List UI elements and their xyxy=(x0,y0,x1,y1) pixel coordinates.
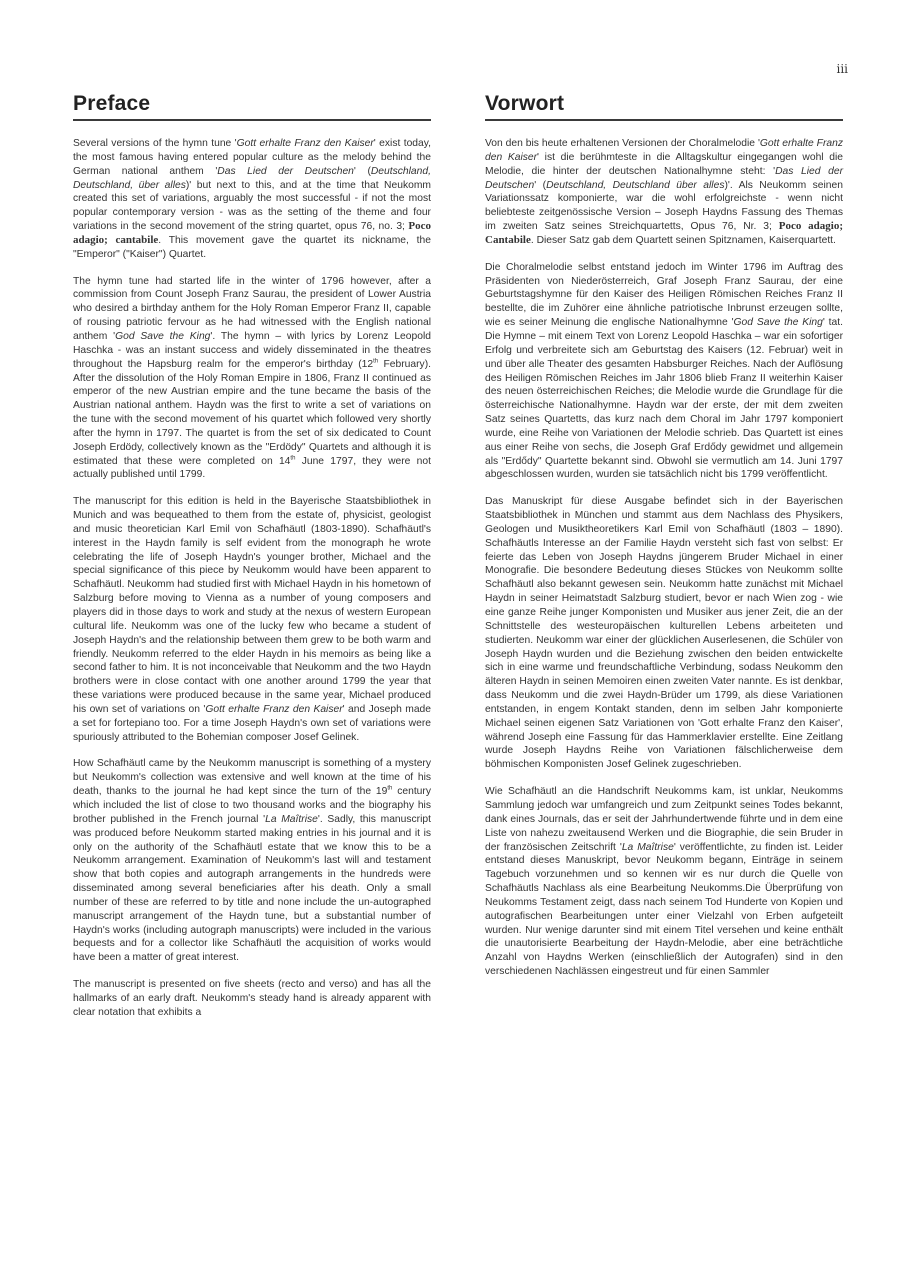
vorwort-paragraph-1: Von den bis heute erhaltenen Versionen der Choralmelodie 'Gott erhalte Franz den Kaiser' ist die berühmteste in die Alltagskultur eingegangen wohl die Melodie, die hinter der deutschen Nationalhymne steht: 'Das Lied der Deutschen' (Deutschland, Deutschland über alles)'. Als Neukomm seinen Variationssatz komponierte, war die wohl erfolgreichste - wenn nicht beliebteste zeitgenössische Version – Joseph Haydns Fassung des Themas im zweiten Satz seines Streichquartetts, Opus 76, Nr. 3; Poco adagio; Cantabile. Dieser Satz gab dem Quartett seinen Spitznamen, Kaiserquartett. xyxy=(485,138,844,246)
preface-title: Preface xyxy=(73,92,431,121)
preface-column xyxy=(73,92,431,1020)
preface-paragraph-5: The manuscript is presented on five sheets (recto and verso) and has all the hallmarks of an early draft. Neukomm's steady hand is already apparent with clear notation that exhibits a xyxy=(73,979,431,1018)
vorwort-paragraph-3: Das Manuskript für diese Ausgabe befindet sich in der Bayerischen Staatsbibliothek in München und stammt aus dem Nachlass des Physikers, Geologen und Musiktheoretikers Karl Emil von Schafhäutl (1803 – 1890). Schafhäutls Interesse an der Familie Haydn versteht sich fast von selbst: Er feierte das Leben von Joseph Haydns jüngerem Bruder Michael in einer Monografie. Die besondere Bedeutung dieses Stückes von Neukomm sollte Schafhäutl also bekannt gewesen sein. Neukomm hatte zunächst mit Michael Haydn in seiner Heimatstadt Salzburg studiert, bevor er nach Wien zog - wie eine ganze Reihe junger Komponisten und Musiker aus jener Zeit, die an der Schnittstelle des westeuropäischen kulturellen Lebens arbeiteten und studierten. Neukomm war einer der glücklichen Auserlesenen, die Schüler von Joseph Haydn wurden und die Beziehung zwischen den beiden entwickelte sich in eine warme und freundschaftliche Verbindung, sodass Neukomm den älteren Haydn in seinen Memoiren einen zweiten Vater nannte. Es ist denkbar, dass Neukomm und die zwei Haydn-Brüder um 1799, als diese Variationen entstanden, in engem Kontakt standen, denn im selben Jahr komponierte Michael seinen eigenen Satz Variationen von 'Gott erhalte Franz den Kaiser', während Joseph eine Fassung für das Hammerklavier erstellte. Eine Zeitlang wurde Joseph Haydns Reihe von Variationen fälschlicherweise dem böhmischen Komponisten Josef Gelinek zugeschrieben. xyxy=(485,496,843,771)
vorwort-body xyxy=(485,137,843,979)
vorwort-paragraph-4: Wie Schafhäutl an die Handschrift Neukomms kam, ist unklar, Neukomms Sammlung jedoch war umfangreich und zum Zeitpunkt seines Todes bekannt, dank eines Journals, das er seit der Jahrhundertwende führte und in dem eine Liste von nahezu zweitausend Werken und die Biographie, die sein Bruder in der französischen Zeitschrift 'La Maîtrise' veröffentlichte, zu finden ist. Leider entstand dieses Manuskript, bevor Neukomm begann, Einträge in seinem Tagebuch vorzunehmen und so kennen wir es nur durch die Quelle von Schafhäutls Nachlass als eine Bearbeitung Neukomms.Die Überprüfung von Neukomms Testament zeigt, dass nach seinem Tod Hunderte von Kopien und autografischen Bearbeitungen unter einer Vielzahl von Erben aufgeteilt wurden. Nur wenige darunter sind mit einem Titel versehen und keine enthält die unautorisierte Bearbeitung der Haydn-Melodie, aber eine beträchtliche Anzahl von Haydns Werken (einschließlich der Autografen) sind in den verschiedenen Nachlässen eingestreut und für einen Sammler xyxy=(485,786,843,978)
vorwort-title: Vorwort xyxy=(485,92,843,121)
vorwort-column xyxy=(485,92,843,979)
vorwort-paragraph-2: Die Choralmelodie selbst entstand jedoch im Winter 1796 im Auftrag des Präsidenten von Niederösterreich, Graf Joseph Franz Saurau, der eine Geburtstagshymne für den Kaiser des Heiligen Römischen Reiches Franz II bestellte, die im Zuhörer eine ähnliche patriotische Inbrunst erzeugen sollte, wie es seiner Meinung die englische Nationalhymne 'God Save the King' tat. Die Hymne – mit einem Text von Lorenz Leopold Haschka – war ein sofortiger Erfolg und verbreitete sich am Geburtstag des Kaisers (12. Februar) weit in und über alle Theater des gesamten Habsburger Reiches. Nach der Auflösung des Heiligen Römischen Reiches im Jahr 1806 blieb Franz II weiterhin Kaiser des neuen österreichischen Reiches; die Melodie wurde die Grundlage für die österreichische Nationalhymne. Haydn war der erste, der mit dem zweiten Satz seines Quartetts, das kurz nach dem Choral im Jahr 1797 komponiert wurde, eine Reihe von Variationen der Melodie schrieb. Das Quartett ist eines aus einer Reihe von sechs, die Joseph Graf Erdődy gewidmet und allgemein als "Erdődy" Quartette bekannt sind. Obwohl sie vermutlich am 14. Juni 1797 abgeschlossen wurden, wurden sie tatsächlich nicht bis 1799 veröffentlicht. xyxy=(485,261,843,481)
preface-paragraph-3: The manuscript for this edition is held in the Bayerische Staatsbibliothek in Munich and was bequeathed to them from the estate of, physicist, geologist and music theoretician Karl Emil von Schafhäutl (1803-1890). Schafhäutl's interest in the Haydn family is self evident from the monograph he wrote celebrating the life of Joseph Haydn's younger brother, Michael and the special significance of this piece by Neukomm would have been apparent to Schafhäutl. Neukomm had studied first with Michael Haydn in his hometown of Salzburg before moving to Vienna as a number of young composers and players did in those days to work and study at the nexus of western European cultural life. Neukomm was one of the lucky few who became a student of Joseph Haydn's and the relationship between them grew to be both warm and friendly. Neukomm referred to the elder Haydn in his memoirs as being like a second father to him. It is not inconceivable that Neukomm and the two Haydn brothers were in close contact with one another around 1799 the year that these variations were produced because in the same year, Michael produced his own set of variations on 'Gott erhalte Franz den Kaiser' and Joseph made a set for fortepiano too. For a time Joseph Haydn's own set of variations were spuriously attributed to the Bohemian composer Josef Gelinek. xyxy=(73,496,432,743)
preface-body xyxy=(73,137,431,1020)
preface-paragraph-2: The hymn tune had started life in the winter of 1796 however, after a commission from Count Joseph Franz Saurau, the president of Lower Austria who desired a birthday anthem for the Holy Roman Emperor Franz II, capable of rousing patriotic fervour as he had witnessed with the English national anthem 'God Save the King'. The hymn – with lyrics by Lorenz Leopold Haschka - was an instant success and widely disseminated in the theatres throughout the Hapsburg realm for the emperor's birthday (12th February). After the dissolution of the Holy Roman Empire in 1806, Franz II continued as emperor of the new Austrian empire and the tune became the basis of the Austrian national anthem. Haydn was the first to write a set of variations on the tune with the second movement of his quartet which followed very shortly after the hymn in 1797. The quartet is from the set of six dedicated to Count Joseph Erdödy, collectively known as the "Erdödy" Quartets and although it is estimated that these were completed on 14th June 1797, they were not actually published until 1799. xyxy=(73,275,431,481)
preface-paragraph-1: Several versions of the hymn tune 'Gott erhalte Franz den Kaiser' exist today, the most famous having entered popular culture as the melody behind the German national anthem 'Das Lied der Deutschen' (Deutschland, Deutschland, über alles)' but next to this, and at the time that Neukomm created this set of variations, arguably the most successful - if not the most popular contemporary version - was as the setting of the theme and four variations in the second movement of the string quartet, opus 76, no. 3; Poco adagio; cantabile. This movement gave the quartet its nickname, the "Emperor" ("Kaiser") Quartet. xyxy=(73,138,431,260)
preface-paragraph-4: How Schafhäutl came by the Neukomm manuscript is something of a mystery but Neukomm's collection was extensive and well known at the time of his death, thanks to the journal he had kept since the turn of the 19th century which included the list of close to two thousand works and the biography his brother published in the French journal 'La Maîtrise'. Sadly, this manuscript was produced before Neukomm started making entries in his journal and it is only on the authority of the Schafhäutl estate that we know this to be a Neukomm arrangement. Examination of Neukomm's last will and testament show that both copies and autograph arrangements in the hundreds were disseminated among several beneficiaries after his death. Only a small number of these are referred to by title and none include the un-autographed manuscript arrangement of the Haydn tune, but a substantial number of Haydn's works (including autograph manuscripts) were included in the various bequests and for a collector like Schafhäutl the acquisition of works would have been a matter of great interest. xyxy=(73,758,431,964)
page-number: iii xyxy=(836,62,848,76)
